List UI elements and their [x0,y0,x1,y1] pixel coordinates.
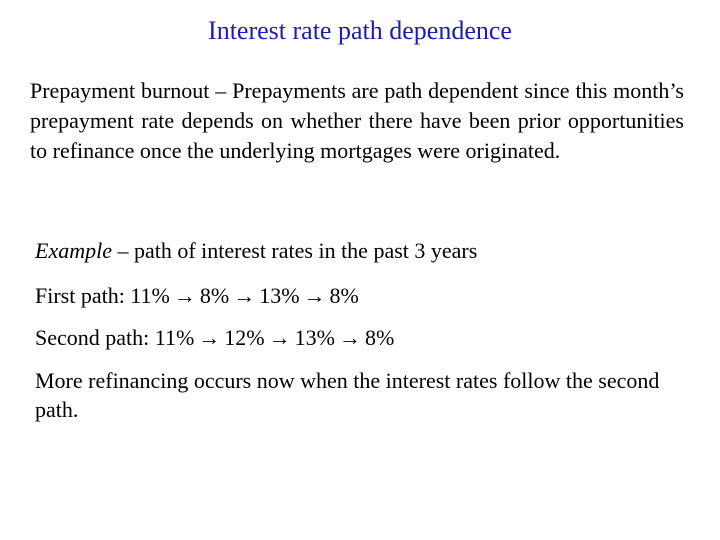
first-path-rate: 13% [259,283,300,308]
second-path-line [35,323,695,353]
intro-term: Prepayment burnout [30,78,210,103]
example-label: Example [35,238,112,263]
first-path-rate: 8% [329,283,359,308]
second-path-rate: 13% [294,325,335,350]
right-arrow-icon: → [268,325,291,350]
right-arrow-icon: → [303,283,326,308]
second-path-rate: 12% [224,325,265,350]
first-path-rate: 11% [130,283,170,308]
right-arrow-icon: → [173,283,196,308]
example-text: – path of interest rates in the past 3 years [111,238,478,263]
right-arrow-icon: → [198,325,221,350]
first-path-label: First path: [35,283,131,308]
intro-dash: – [209,78,233,103]
second-path-rate: 11% [154,325,195,350]
first-path-rate: 8% [199,283,230,308]
right-arrow-icon: → [233,283,256,308]
second-path-rate: 8% [364,325,395,350]
first-path-line [35,281,695,311]
example-line [35,236,695,266]
intro-paragraph [30,76,684,166]
conclusion-text: More refinancing occurs now when the interest rates follow the second path. [35,368,660,422]
slide-title: Interest rate path dependence [208,16,512,45]
right-arrow-icon: → [338,325,361,350]
intro-text: Prepayments are path dependent since this month’s prepayment rate depends on whether there have been prior opportunities to refinance once the underlying mortgages were originated. [30,78,684,163]
second-path-label: Second path: [35,325,155,350]
